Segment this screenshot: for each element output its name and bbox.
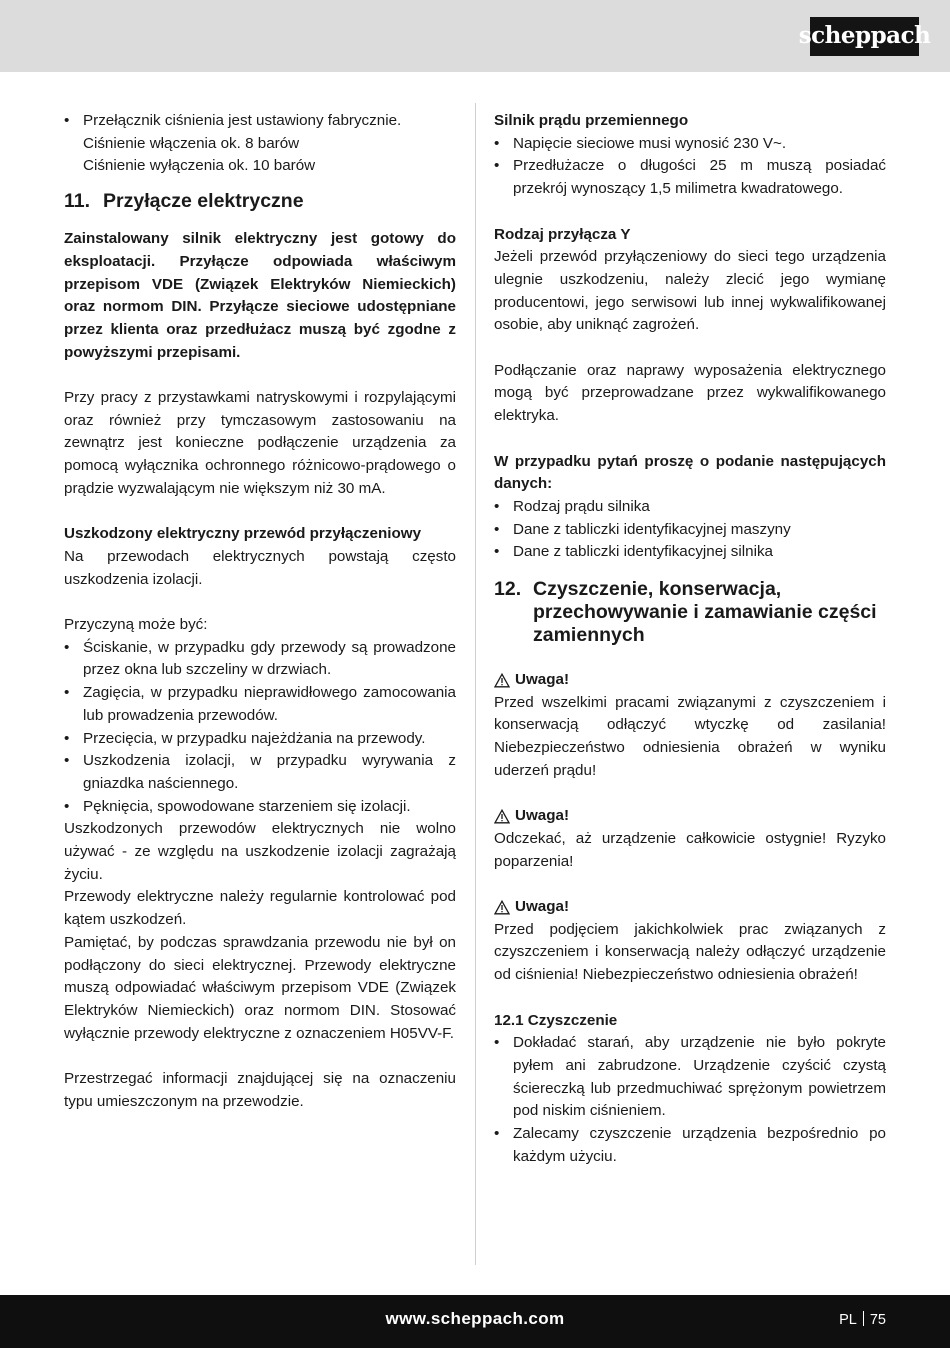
causes-intro: Przyczyną może być: (64, 616, 208, 634)
intro-list (64, 110, 456, 178)
warning-triangle-icon (494, 809, 510, 824)
section-title: Czyszczenie, konserwacja, przechowywanie i zamawianie części zamiennych (533, 578, 877, 647)
warning-2-title: Uwaga! (494, 805, 886, 828)
warning-2-text: Odczekać, aż urządzenie całkowicie ostygnie! Ryzyko poparzenia! (494, 829, 886, 870)
list-item: • Przełącznik ciśnienia jest ustawiony fabrycznie. Ciśnienie włączenia ok. 8 barów Ciśnienie wyłączenia ok. 10 barów (64, 110, 456, 178)
cleaning-title: 12.1 Czyszczenie (494, 1011, 618, 1029)
causes-list (64, 637, 456, 819)
remember-paragraph: Pamiętać, by podczas sprawdzania przewodu nie był on podłączony do sieci elektrycznej. Przewody elektryczne muszą odpowiadać właściwym przepisom VDE (Związek Elektryków Niemieckich) oraz normom DIN. Stosować wyłącznie przewody elektryczne z oznaczeniem H05VV-F. (64, 933, 456, 1042)
footer-bar (0, 1295, 950, 1348)
list-item: • Uszkodzenia izolacji, w przypadku wyrywania z gniazdka naściennego. (64, 750, 456, 795)
list-item: • Dokładać starań, aby urządzenie nie było pokryte pyłem ani zabrudzone. Urządzenie czyścić czystą ściereczką lub przedmuchiwać sprężonym powietrzem pod niskim ciśnieniem. (494, 1032, 886, 1123)
list-item: • Pęknięcia, spowodowane starzeniem się izolacji. (64, 796, 456, 819)
warning-1-text: Przed wszelkimi pracami związanymi z czyszczeniem i konserwacją odłączyć wtyczkę od zasilania! Niebezpieczeństwo odniesienia obrażeń w wyniku uderzeń prądu! (494, 693, 886, 779)
section-number: 12. (494, 578, 522, 601)
list-item: • Dane z tabliczki identyfikacyjnej maszyny (494, 519, 886, 542)
list-item: • Zagięcia, w przypadku nieprawidłowego zamocowania lub prowadzenia przewodów. (64, 682, 456, 727)
list-item: • Ściskanie, w przypadku gdy przewody są prowadzone przez okna lub szczeliny w drzwiach. (64, 637, 456, 682)
language-code: PL (839, 1312, 857, 1328)
repair-paragraph: Podłączanie oraz naprawy wyposażenia elektrycznego mogą być przeprowadzane przez wykwalifikowanego elektryka. (494, 361, 886, 425)
ac-motor-title: Silnik prądu przemiennego (494, 112, 689, 129)
list-item: • Przecięcia, w przypadku najeżdżania na przewody. (64, 728, 456, 751)
warning-triangle-icon (494, 673, 510, 688)
ac-motor-list (494, 133, 886, 201)
warning-3-title: Uwaga! (494, 896, 886, 919)
damaged-cable-text: Na przewodach elektrycznych powstają często uszkodzenia izolacji. (64, 547, 456, 588)
electrical-intro-paragraph: Zainstalowany silnik elektryczny jest gotowy do eksploatacji. Przyłącze odpowiada właściwym przepisom VDE (Związek Elektryków Niemieckich) oraz normom DIN. Przyłącze sieciowe udostępniane przez klienta oraz przedłużacz muszą być zgodne z powyższymi przepisami. (64, 230, 456, 361)
list-item: • Dane z tabliczki identyfikacyjnej silnika (494, 541, 886, 564)
damaged-use-paragraph: Uszkodzonych przewodów elektrycznych nie wolno używać - ze względu na uszkodzenie izolacji zagrażają życiu. (64, 820, 456, 883)
page-indicator (839, 1309, 886, 1332)
section-number: 11. (64, 190, 91, 213)
questions-list (494, 496, 886, 564)
warning-3-text: Przed podjęciem jakichkolwiek prac związanych z czyszczeniem i konserwacją należy odłączyć urządzenie od ciśnienia! Niebezpieczeństwo odniesienia obrażeń! (494, 920, 886, 984)
check-paragraph: Przewody elektryczne należy regularnie kontrolować pod kątem uszkodzeń. (64, 888, 456, 929)
brand-name: scheppach (798, 22, 931, 50)
section-title: Przyłącze elektryczne (103, 190, 304, 213)
section-11-heading (64, 190, 456, 213)
page-separator (863, 1311, 864, 1326)
left-column (64, 110, 456, 1113)
cleaning-list (494, 1032, 886, 1168)
section-12-heading (494, 578, 886, 647)
list-item: • Rodzaj prądu silnika (494, 496, 886, 519)
list-item: • Przedłużacze o długości 25 m muszą posiadać przekrój wynoszący 1,5 milimetra kwadratowego. (494, 155, 886, 200)
y-connection-text: Jeżeli przewód przyłączeniowy do sieci tego urządzenia ulegnie uszkodzeniu, należy zlecić jego wymianę producentowi, jego serwisowi lub innej wykwalifikowanej osobie, aby uniknąć zagrożeń. (494, 248, 886, 334)
y-connection-title: Rodzaj przyłącza Y (494, 225, 631, 243)
marking-paragraph: Przestrzegać informacji znajdującej się na oznaczeniu typu umieszczonym na przewodzie. (64, 1070, 456, 1110)
footer-url: www.scheppach.com (385, 1309, 565, 1328)
page-number: 75 (869, 1312, 886, 1328)
list-item: • Napięcie sieciowe musi wynosić 230 V~. (494, 133, 886, 156)
warning-triangle-icon (494, 900, 510, 915)
brand-logo (798, 17, 931, 56)
warning-1-title: Uwaga! (494, 669, 886, 692)
right-column (494, 110, 886, 1168)
spray-paragraph: Przy pracy z przystawkami natryskowymi i rozpylającymi oraz również przy tymczasowym zastosowaniu na zewnątrz jest konieczne podłączenie urządzenia za pomocą wyłącznika ochronnego różnicowo-prądowego o prądzie wyzwalającym nie większym niż 30 mA. (64, 389, 456, 497)
column-divider (475, 103, 476, 1265)
questions-title: W przypadku pytań proszę o podanie następujących danych: (494, 452, 886, 493)
damaged-cable-title: Uszkodzony elektryczny przewód przyłączeniowy (64, 525, 422, 543)
list-item: • Zalecamy czyszczenie urządzenia bezpośrednio po każdym użyciu. (494, 1123, 886, 1168)
